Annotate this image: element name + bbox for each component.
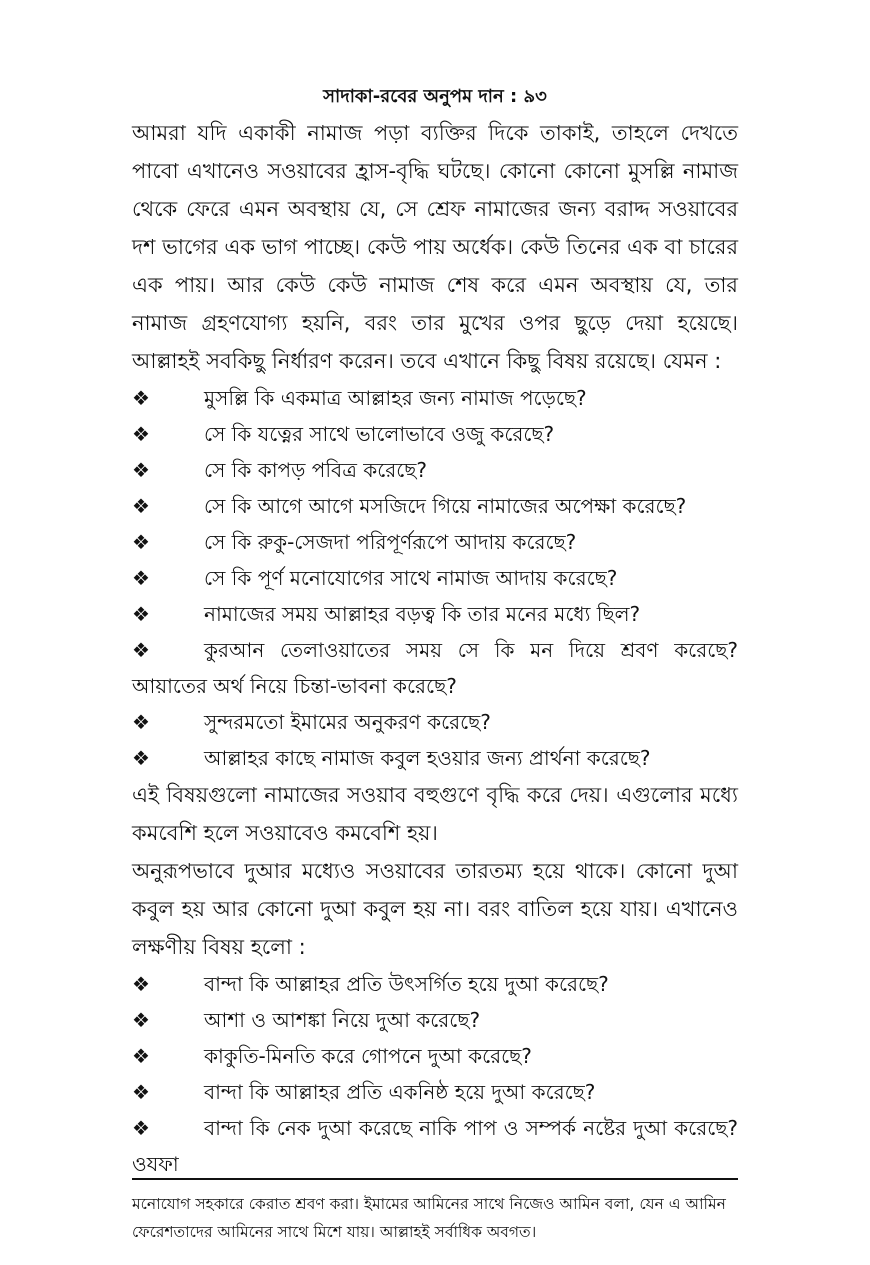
bullet-diamond-icon: ❖ (132, 1080, 150, 1104)
list-item-text: নামাজের সময় আল্লাহর বড়ত্ব কি তার মনের মধ্যে ছিল? (204, 602, 641, 626)
bullet-diamond-icon: ❖ (132, 458, 150, 482)
list-item-text: সে কি কাপড় পবিত্র করেছে? (204, 458, 428, 482)
list-item (132, 524, 738, 560)
dua-paragraph: অনুরূপভাবে দুআর মধ্যেও সওয়াবের তারতম্য হয়ে থাকে। কোনো দুআ কবুল হয় আর কোনো দুআ কবুল হয় না। বরং বাতিল হয়ে যায়। এখানেও লক্ষণীয় বিষয় হলো : (132, 859, 738, 959)
list-item-text: সে কি আগে আগে মসজিদে গিয়ে নামাজের অপেক্ষা করেছে? (204, 494, 687, 518)
list-item (132, 560, 738, 596)
bullet-diamond-icon: ❖ (132, 1044, 150, 1068)
footnote: মনোযোগ সহকারে কেরাত শ্রবণ করা। ইমামের আমিনের সাথে নিজেও আমিন বলা, যেন এ আমিন ফেরেশতাদের আমিনের সাথে মিশে যায়। আল্লাহই সর্বাধিক অবগত। (132, 1195, 726, 1241)
bullet-diamond-icon: ❖ (132, 386, 150, 410)
list-item-text: সে কি পূর্ণ মনোযোগের সাথে নামাজ আদায় করেছে? (204, 566, 618, 590)
bullet-diamond-icon: ❖ (132, 566, 150, 590)
list-item (132, 704, 738, 740)
footnote-divider (132, 1178, 738, 1180)
list-item (132, 380, 738, 416)
list-item-text: আশা ও আশঙ্কা নিয়ে দুআ করেছে? (204, 1008, 481, 1032)
list-item (132, 1074, 738, 1110)
bullet-diamond-icon: ❖ (132, 602, 150, 626)
bullet-diamond-icon: ❖ (132, 494, 150, 518)
bullet-diamond-icon: ❖ (132, 1116, 150, 1140)
summary-paragraph: এই বিষয়গুলো নামাজের সওয়াব বহুগুণে বৃদ্ধি করে দেয়। এগুলোর মধ্যে কমবেশি হলে সওয়াবেও কমবেশি হয়। (132, 783, 738, 845)
list-item (132, 1002, 738, 1038)
running-header: সাদাকা-রবের অনুপম দান : ৯৩ (323, 86, 547, 107)
bullet-diamond-icon: ❖ (132, 746, 150, 770)
list-item-text: সে কি রুকু-সেজদা পরিপূর্ণরূপে আদায় করেছে? (204, 530, 577, 554)
list-item (132, 632, 738, 704)
dua-points-list (132, 966, 738, 1182)
page-body (132, 114, 738, 1182)
list-item (132, 1038, 738, 1074)
list-item-text: সে কি যত্নের সাথে ভালোভাবে ওজু করেছে? (204, 422, 555, 446)
bullet-diamond-icon: ❖ (132, 530, 150, 554)
list-item (132, 966, 738, 1002)
list-item (132, 416, 738, 452)
list-item (132, 488, 738, 524)
bullet-diamond-icon: ❖ (132, 710, 150, 734)
list-item-text: কুরআন তেলাওয়াতের সময় সে কি মন দিয়ে শ্রবণ করেছে? আয়াতের অর্থ নিয়ে চিন্তা-ভাবনা করেছে? (132, 638, 738, 698)
list-item-text: সুন্দরমতো ইমামের অনুকরণ করেছে? (204, 710, 491, 734)
list-item (132, 740, 738, 776)
intro-paragraph: আমরা যদি একাকী নামাজ পড়া ব্যক্তির দিকে তাকাই, তাহলে দেখতে পাবো এখানেও সওয়াবের হ্রাস-বৃদ্ধি ঘটছে। কোনো কোনো মুসল্লি নামাজ থেকে ফেরে এমন অবস্থায় যে, সে শ্রেফ নামাজের জন্য বরাদ্দ সওয়াবের দশ ভাগের এক ভাগ পাচ্ছে। কেউ পায় অর্ধেক। কেউ তিনের এক বা চারের এক পায়। আর কেউ কেউ নামাজ শেষ করে এমন অবস্থায় যে, তার নামাজ গ্রহণযোগ্য হয়নি, বরং তার মুখের ওপর ছুড়ে দেয়া হয়েছে। আল্লাহই সবকিছু নির্ধারণ করেন। তবে এখানে কিছু বিষয় রয়েছে। যেমন : (132, 121, 738, 373)
list-item (132, 452, 738, 488)
list-item-text: বান্দা কি নেক দুআ করেছে নাকি পাপ ও সম্পর্ক নষ্টের দুআ করেছে? ওযফা (132, 1116, 738, 1176)
list-item (132, 596, 738, 632)
prayer-points-list (132, 380, 738, 776)
list-item-text: বান্দা কি আল্লাহর প্রতি উৎসর্গিত হয়ে দুআ করেছে? (204, 972, 609, 996)
list-item-text: বান্দা কি আল্লাহর প্রতি একনিষ্ঠ হয়ে দুআ করেছে? (204, 1080, 596, 1104)
list-item-text: কাকুতি-মিনতি করে গোপনে দুআ করেছে? (204, 1044, 532, 1068)
list-item (132, 1110, 738, 1182)
list-item-text: আল্লাহর কাছে নামাজ কবুল হওয়ার জন্য প্রার্থনা করেছে? (204, 746, 651, 770)
bullet-diamond-icon: ❖ (132, 422, 150, 446)
bullet-diamond-icon: ❖ (132, 638, 150, 662)
list-item-text: মুসল্লি কি একমাত্র আল্লাহর জন্য নামাজ পড়েছে? (204, 386, 587, 410)
bullet-diamond-icon: ❖ (132, 972, 150, 996)
bullet-diamond-icon: ❖ (132, 1008, 150, 1032)
